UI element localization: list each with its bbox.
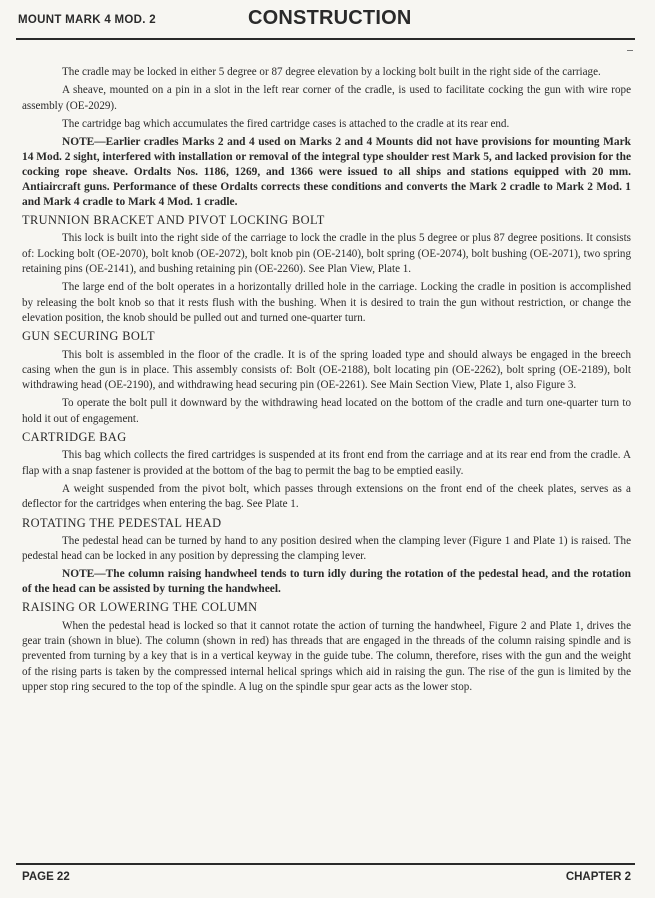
raising-paragraph-1: When the pedestal head is locked so that it cannot rotate the action of turning the handwheel, Figure 2 and Plate 1, drives the gear train (shown in blue). The column (shown in red) has threads that are engaged in the threads of the column raising spindle and is prevented from turning by a key that is in a vertical keyway in the guide tube. The column, therefore, rises with the gun and the weight of the rising parts is taken by the compressed internal helical springs which aid in raising the gun. The rise of the gun is limited by the upper stop ring secured to the top of the spindle. A lug on the spindle spur gear acts as the lower stop. <box>22 619 631 693</box>
gun-bolt-paragraph-2: To operate the bolt pull it downward by the withdrawing head located on the bottom of the cradle and turn one-quarter turn to hold it out of engagement. <box>22 397 631 425</box>
running-head: MOUNT MARK 4 MOD. 2 <box>18 14 156 26</box>
page-number: PAGE 22 <box>22 871 70 883</box>
footer-rule <box>16 863 635 865</box>
intro-note: NOTE—Earlier cradles Marks 2 and 4 used on Marks 2 and 4 Mounts did not have provisions for mounting Mark 14 Mod. 2 sight, interfered with installation or removal of the integral type shoulder rest Mark 5, and lacked provision for the cocking rope sheave. Ordalts Nos. 1186, 1269, and 1366 were issued to all ships and stations equipped with 20 mm. Antiaircraft guns. Performance of these Ordalts corrects these conditions and converts the Mark 2 cradle to Mark 2 Mod. 1 and Mark 4 cradle to Mark 4 Mod. 1 cradle. <box>22 136 631 209</box>
chapter-label: CHAPTER 2 <box>565 871 631 883</box>
cartridge-bag-paragraph-1: This bag which collects the fired cartridges is suspended at its front end from the carriage and at its rear end from the cradle. A flap with a snap fastener is provided at the bottom of the bag to permit the bag to be emptied easily. <box>22 449 631 477</box>
cartridge-bag-paragraph-2: A weight suspended from the pivot bolt, which passes through extensions on the front end of the cheek plates, serves as a deflector for the cartridges when entering the bag. See Plate 1. <box>22 482 631 511</box>
rotating-paragraph-1: The pedestal head can be turned by hand to any position desired when the clamping lever (Figure 1 and Plate 1) is raised. The pedestal head can be locked in any position by depressing the clamping lever. <box>22 534 631 563</box>
margin-mark <box>627 50 633 51</box>
page-header <box>18 6 633 36</box>
rotating-note: NOTE—The column raising handwheel tends to turn idly during the rotation of the pedestal head, and the rotation of the head can be assisted by turning the handwheel. <box>22 568 631 596</box>
intro-paragraph-3: The cartridge bag which accumulates the fired cartridge cases is attached to the cradle at its rear end. <box>62 117 510 130</box>
trunnion-paragraph-2: The large end of the bolt operates in a horizontally drilled hole in the carriage. Locking the cradle in position is accomplished by releasing the bolt knob so that it rests flush with the bushing. When it is desired to train the gun without restriction, or change the elevation position, the knob should be pulled out and turned one-quarter turn. <box>22 281 631 324</box>
section-heading-gun-securing-bolt: GUN SECURING BOLT <box>22 329 156 344</box>
header-rule <box>16 38 635 40</box>
page-body <box>22 65 631 698</box>
section-heading-raising: RAISING OR LOWERING THE COLUMN <box>22 600 258 615</box>
intro-paragraph-1: The cradle may be locked in either 5 degree or 87 degree elevation by a locking bolt built in the right side of the carriage. <box>62 66 601 78</box>
intro-paragraph-2: A sheave, mounted on a pin in a slot in the left rear corner of the cradle, is used to facilitate cocking the gun with wire rope assembly (OE-2029). <box>22 84 631 112</box>
page-title: CONSTRUCTION <box>248 7 412 29</box>
trunnion-paragraph-1: This lock is built into the right side of the carriage to lock the cradle in the plus 5 degree or plus 87 degree positions. It consists of: Locking bolt (OE-2070), bolt knob (OE-2072), bolt knob pin (OE-2140), bolt spring (OE-2074), bolt bushing (OE-2071), two spring retaining pins (OE-2141), and bushing retaining pin (OE-2260). See Plan View, Plate 1. <box>22 232 631 276</box>
gun-bolt-paragraph-1: This bolt is assembled in the floor of the cradle. It is of the spring loaded type and should always be engaged in the breech casing when the gun is in place. This assembly consists of: Bolt (OE-2188), bolt locating pin (OE-2262), bolt spring (OE-2189), bolt withdrawing head (OE-2190), and withdrawing head securing pin (OE-2261). See Main Section View, Plate 1, also Figure 3. <box>22 348 631 392</box>
section-heading-rotating: ROTATING THE PEDESTAL HEAD <box>22 515 222 530</box>
section-heading-trunnion: TRUNNION BRACKET AND PIVOT LOCKING BOLT <box>22 213 325 228</box>
section-heading-cartridge-bag: CARTRIDGE BAG <box>22 430 127 445</box>
